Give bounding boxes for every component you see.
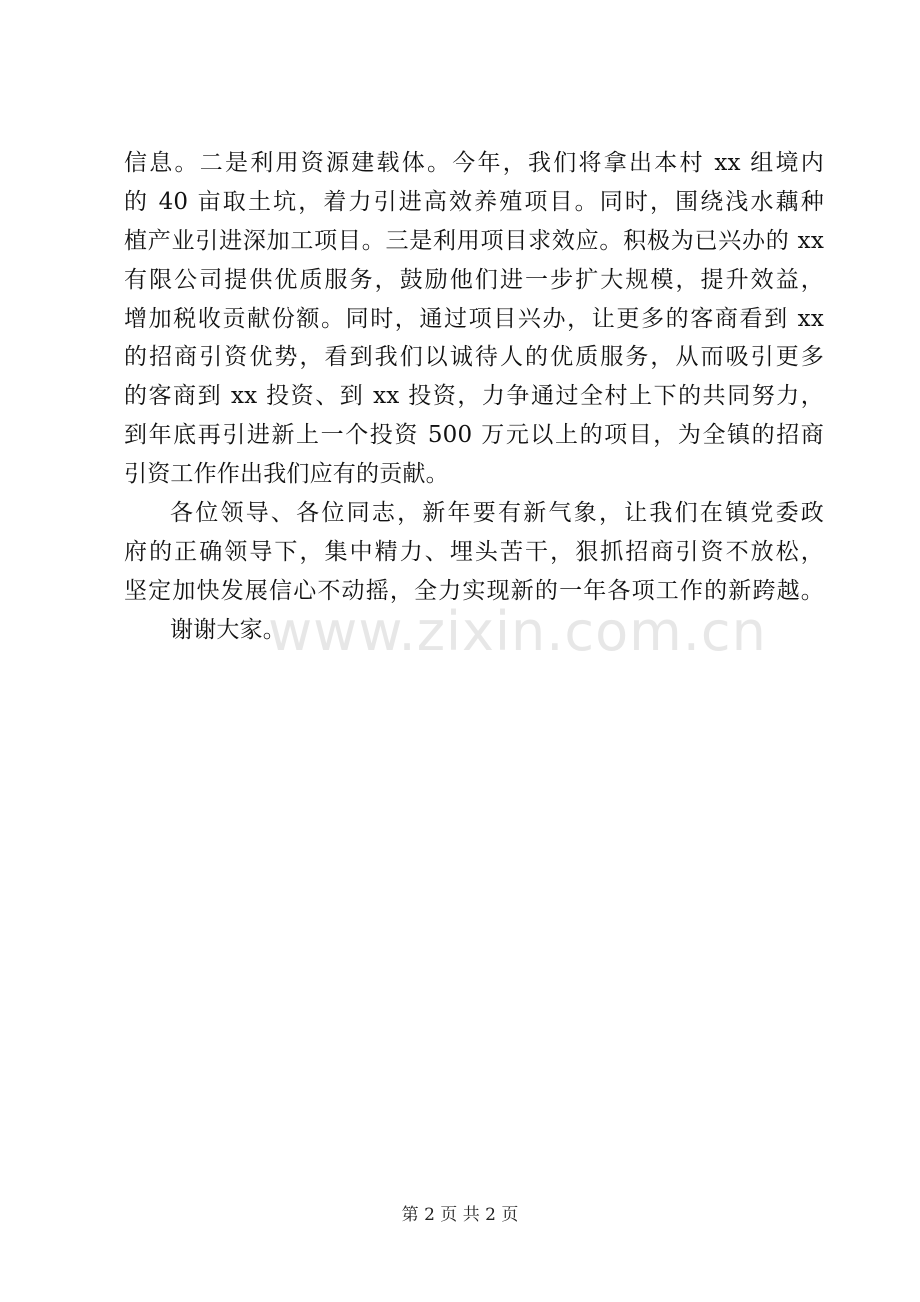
paragraph-1: [124, 144, 824, 494]
text-line: 到年底再引进新上一个投资 500 万元以上的项目，为全镇的招商: [124, 422, 824, 449]
watermark: www.zixin.com.cn: [268, 600, 767, 663]
text-line: 植产业引进深加工项目。三是利用项目求效应。积极为已兴办的 xx: [124, 227, 824, 254]
page-number-footer: 第 2 页 共 2 页: [401, 1205, 519, 1225]
text-line: 府的正确领导下，集中精力、埋头苦干，狠抓招商引资不放松，: [124, 538, 824, 565]
text-line: 的招商引资优势，看到我们以诚待人的优质服务，从而吸引更多: [124, 344, 824, 371]
document-body: [124, 144, 824, 650]
text-line: 有限公司提供优质服务，鼓励他们进一步扩大规模，提升效益，: [124, 266, 824, 293]
text-line: 的客商到 xx 投资、到 xx 投资，力争通过全村上下的共同努力，: [124, 383, 824, 410]
text-line: 谢谢大家。: [170, 616, 286, 643]
paragraph-2: [124, 494, 824, 611]
text-line: 的 40 亩取土坑，着力引进高效养殖项目。同时，围绕浅水藕种: [124, 188, 824, 215]
text-line: 各位领导、各位同志，新年要有新气象，让我们在镇党委政: [170, 500, 824, 527]
text-line: 信息。二是利用资源建载体。今年，我们将拿出本村 xx 组境内: [124, 150, 824, 176]
text-line: 引资工作作出我们应有的贡献。: [124, 461, 449, 488]
text-line: 增加税收贡献份额。同时，通过项目兴办，让更多的客商看到 xx: [124, 305, 824, 332]
text-line: 坚定加快发展信心不动摇，全力实现新的一年各项工作的新跨越。: [124, 577, 824, 604]
paragraph-3: [124, 611, 824, 650]
